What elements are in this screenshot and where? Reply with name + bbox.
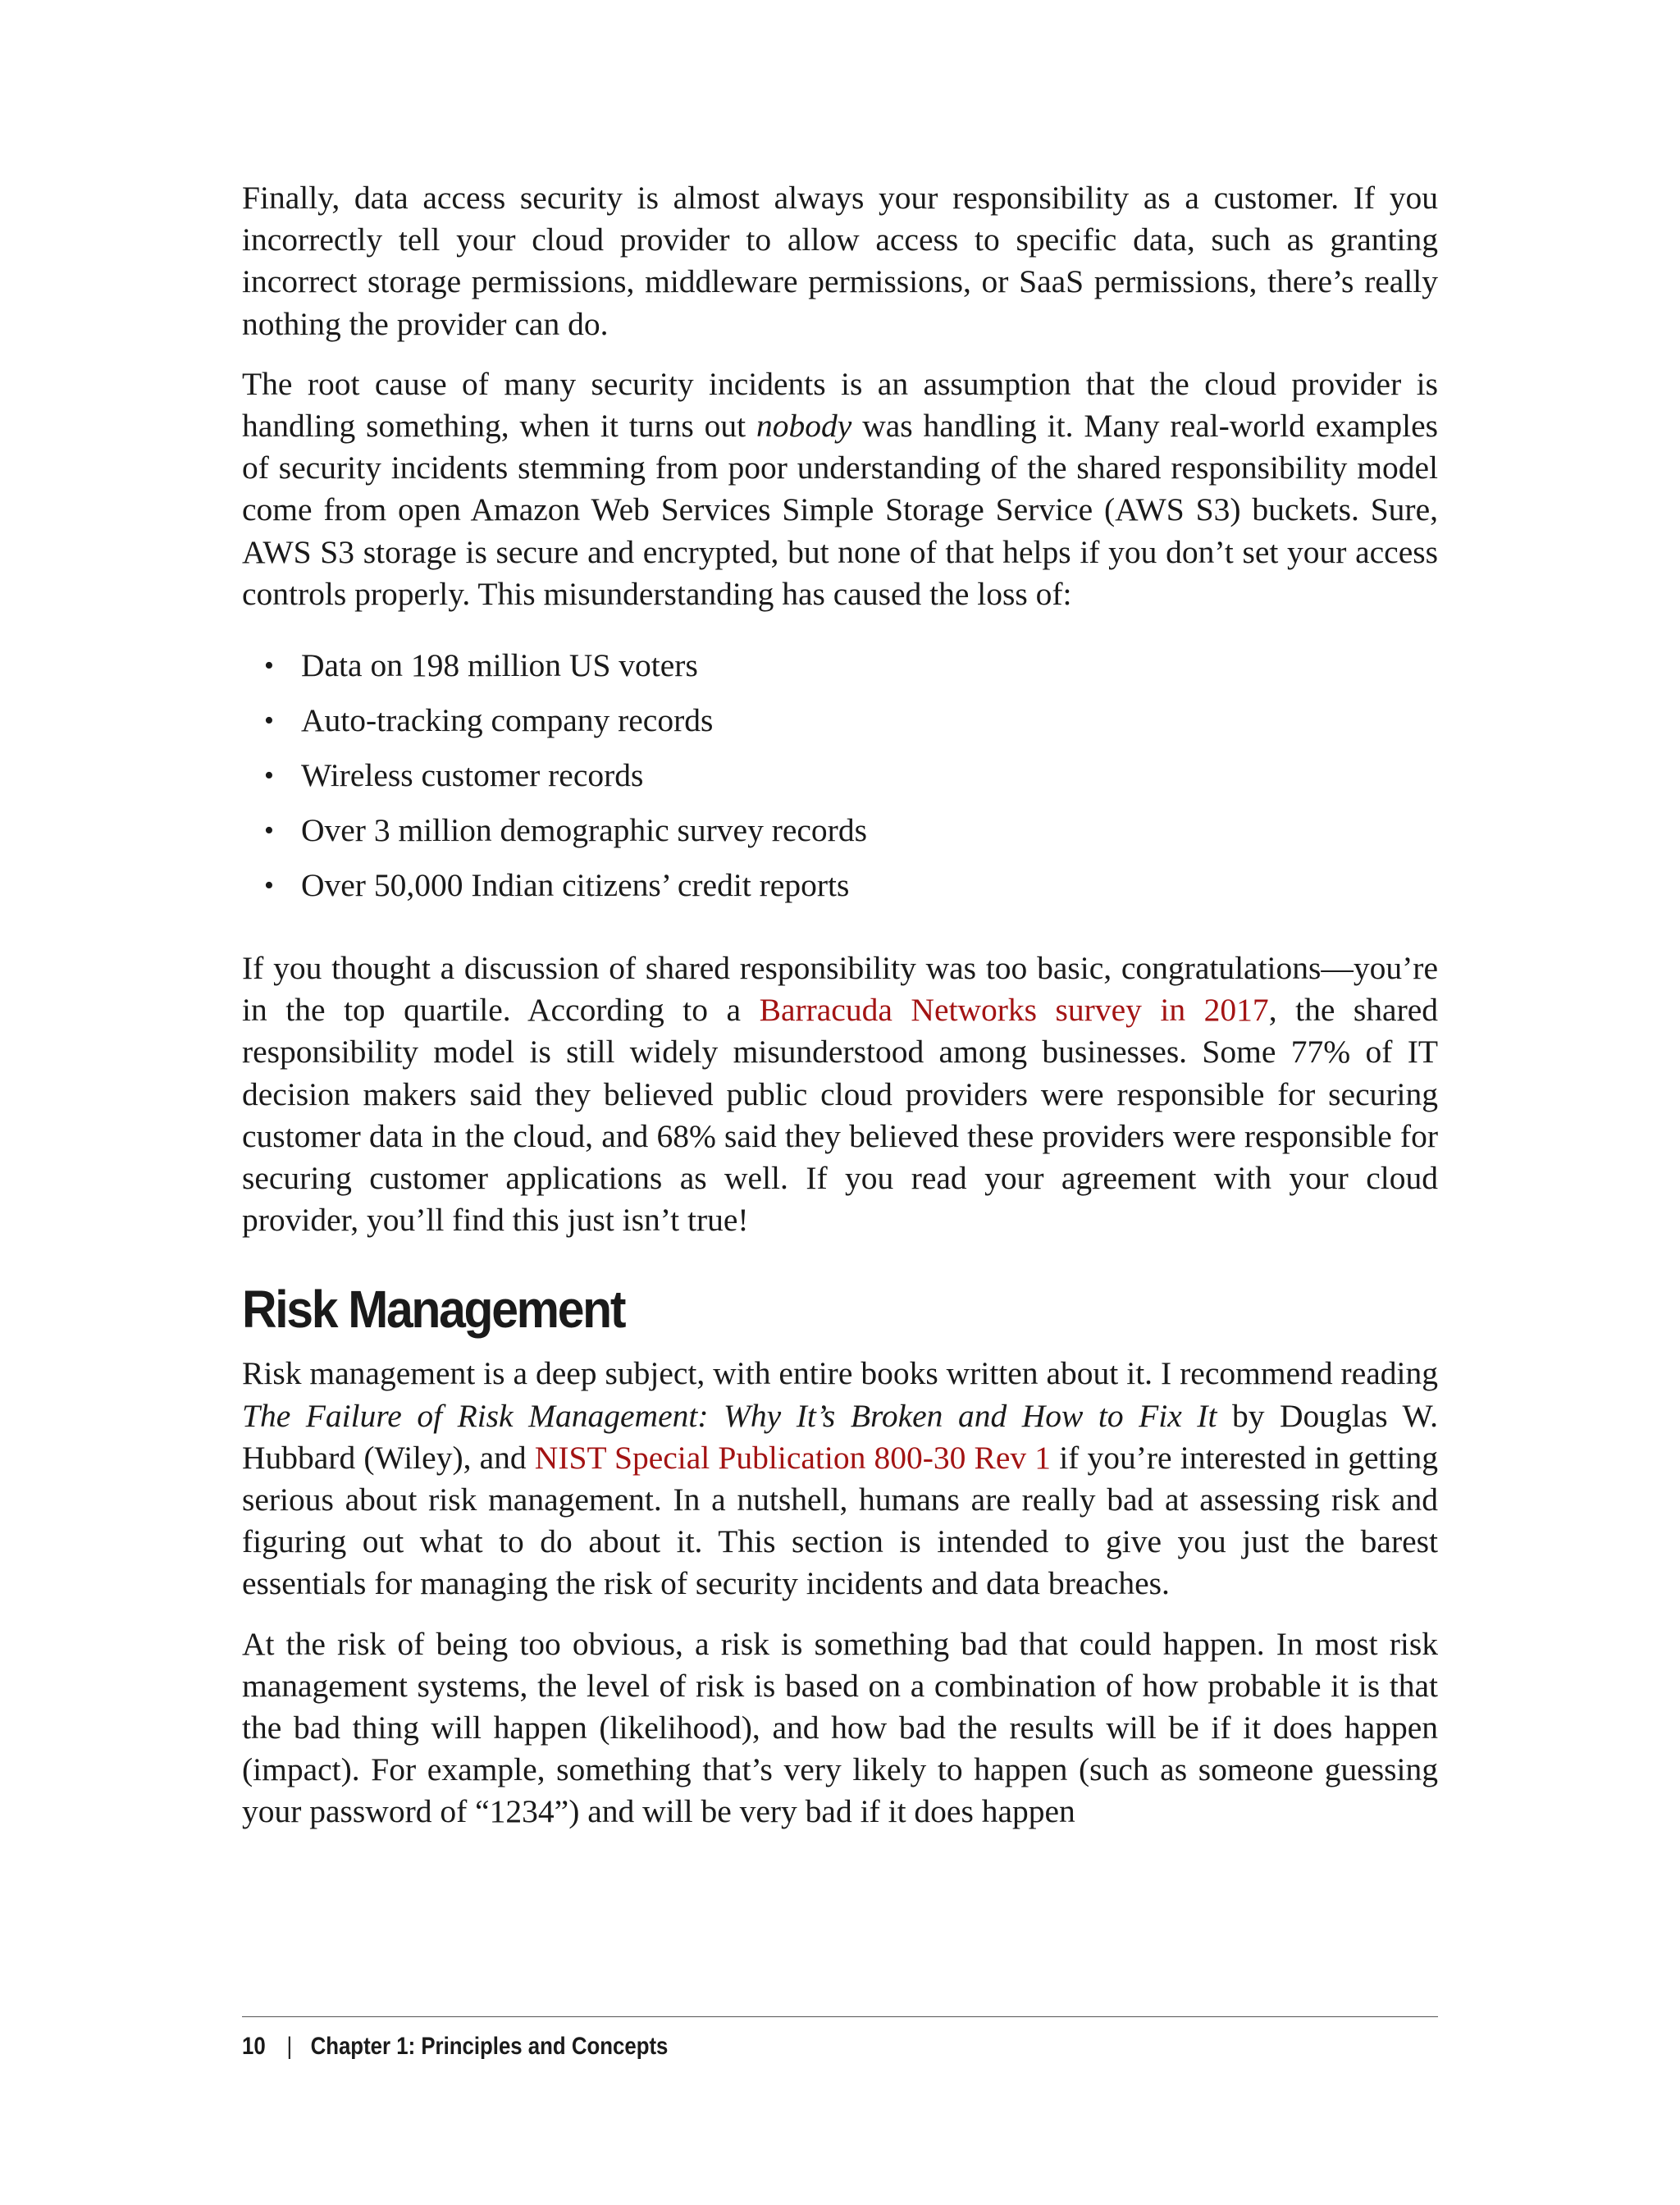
list-item-text: Over 50,000 Indian citizens’ credit reports [301, 867, 850, 904]
section-heading-risk-management: Risk Management [242, 1280, 625, 1340]
book-title: The Failure of Risk Management: Why It’s Broken and How to Fix It [242, 1397, 1217, 1434]
bullet-icon: • [264, 815, 274, 847]
bullet-icon: • [264, 760, 274, 792]
bullet-icon: • [264, 705, 274, 737]
footer-separator: | [286, 2033, 293, 2060]
page-number: 10 [242, 2033, 266, 2060]
paragraph-text: If you thought a discussion of shared responsibility was too basic, congratulations—you’re in the top quartile. According to a [242, 950, 1438, 1029]
footer-divider [242, 2016, 1438, 2017]
list-item [242, 645, 1438, 700]
bullet-icon: • [264, 870, 274, 902]
list-item-text: Over 3 million demographic survey records [301, 812, 867, 849]
list-item [242, 755, 1438, 810]
list-item-text: Data on 198 million US voters [301, 647, 698, 684]
chapter-title: Chapter 1: Principles and Concepts [310, 2033, 669, 2060]
list-item-text: Auto-tracking company records [301, 702, 714, 739]
nist-publication-link[interactable]: NIST Special Publication 800-30 Rev 1 [534, 1439, 1052, 1476]
page-footer [242, 2030, 668, 2063]
list-item [242, 700, 1438, 755]
paragraph-data-access [242, 177, 1438, 345]
paragraph-risk-definition [242, 1623, 1438, 1833]
paragraph-text: Risk management is a deep subject, with entire books written about it. I recommend reading [242, 1355, 1438, 1392]
paragraph-text: if you’re interested in getting serious about risk management. In a nutshell, humans are really bad at assessing risk and figuring out what to do about it. This section is intended to give you just the barest essentials for managing the risk of security incidents and data breaches. [242, 1439, 1438, 1602]
paragraph-text: Finally, data access security is almost always your responsibility as a customer. If you incorrectly tell your cloud provider to allow access to specific data, such as granting incorrect storage permissions, middleware permissions, or SaaS permissions, there’s really nothing the provider can do. [242, 180, 1438, 342]
page-body [242, 177, 1438, 1833]
barracuda-survey-link[interactable]: Barracuda Networks survey in 2017 [759, 992, 1269, 1029]
bullet-icon: • [264, 651, 274, 682]
emphasis-nobody: nobody [756, 408, 852, 445]
breach-list [242, 645, 1438, 920]
paragraph-text: by Douglas W. Hubbard (Wiley), and [242, 1397, 1438, 1476]
paragraph-text: At the risk of being too obvious, a risk is something bad that could happen. In most risk management systems, the level of risk is based on a combination of how probable it is that the bad thing will happen (likelihood), and how bad the results will be if it does happen (impact). For example, something that’s very likely to happen (such as someone guessing your password of “1234”) and will be very bad if it does happen [242, 1625, 1438, 1830]
paragraph-text: The root cause of many security incidents is an assumption that the cloud provider is handling something, when it turns out [242, 365, 1438, 445]
paragraph-text: was handling it. Many real-world examples of security incidents stemming from poor understanding of the shared responsibility model come from open Amazon Web Services Simple Storage Service (AWS S3) buckets. Sure, AWS S3 storage is secure and encrypted, but none of that helps if you don’t set your access controls properly. This misunderstanding has caused the loss of: [242, 408, 1438, 612]
list-item [242, 810, 1438, 865]
paragraph-risk-intro [242, 1353, 1438, 1605]
paragraph-shared-responsibility [242, 947, 1438, 1241]
paragraph-root-cause [242, 363, 1438, 615]
list-item [242, 865, 1438, 920]
paragraph-text: , the shared responsibility model is still widely misunderstood among businesses. Some 77% of IT decision makers said they believed public cloud providers were responsible for securing customer data in the cloud, and 68% said they believed these providers were responsible for securing customer applications as well. If you read your agreement with your cloud provider, you’ll find this just isn’t true! [242, 992, 1438, 1239]
list-item-text: Wireless customer records [301, 757, 644, 794]
